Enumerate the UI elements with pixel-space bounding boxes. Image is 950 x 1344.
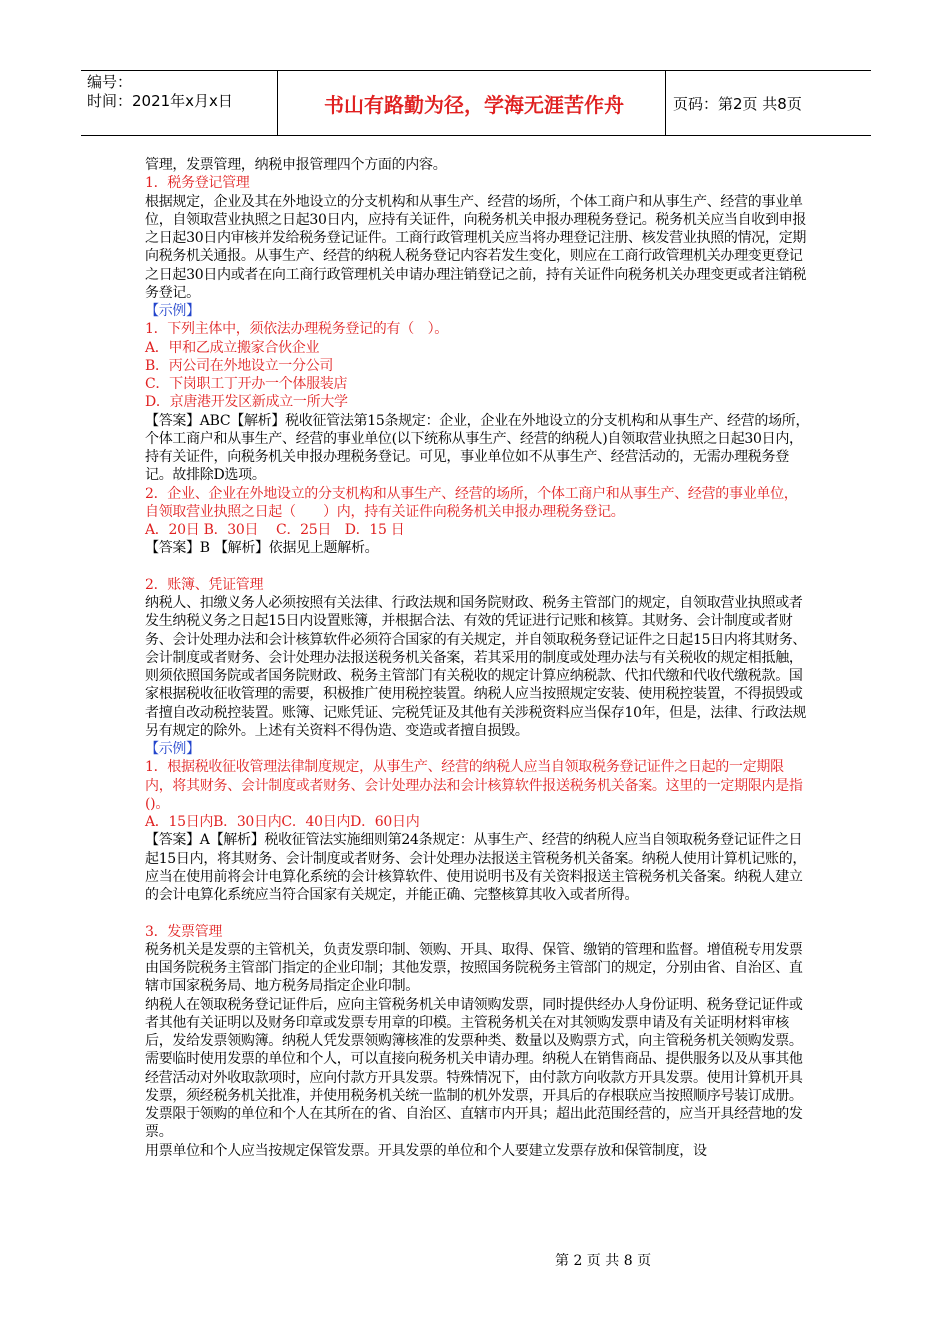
header-divider (277, 71, 278, 135)
option-c: C．下岗职工丁开办一个体服装店 (145, 376, 348, 392)
answer-explanation: 【答案】A【解析】税收征管法实施细则第24条规定：从事生产、经营的纳税人应当自领取税务登记证件之日起15日内，将其财务、会计制度或者财务、会计处理办法报送主管税务机关备案。纳税人使用计算机记账的，应当在使用前将会计电算化系统的会计核算软件、使用说明书及有关资料报送主管税务机关备案。纳税人建立的会计电算化系统应当符合国家有关规定，并能正确、完整核算其收入或者所得。 (145, 832, 807, 903)
section-paragraph: 发票限于领购的单位和个人在其所在的省、自治区、直辖市内开具；超出此范围经营的，应当开具经营地的发票。 (145, 1106, 803, 1141)
header-page-info: 页码：第2页 共8页 (673, 94, 802, 113)
section-paragraph: 纳税人、扣缴义务人必须按照有关法律、行政法规和国务院财政、税务主管部门的规定，自领取营业执照或者发生纳税义务之日起15日内设置账簿，并根据合法、有效的凭证进行记账和核算。其财务、会计制度或者财务、会计处理办法和会计核算软件必须符合国家的有关规定，并自领取税务登记证件之日起15日内将其财务、会计制度或者财务、会计处理办法报送税务机关备案，若其采用的制度或处理办法与有关税收的规定相抵触，则须依照国务院或者国务院财政、税务主管部门有关税收的规定计算应纳税款、代扣代缴和代收代缴税款。国家根据税收征收管理的需要，积极推广使用税控装置。纳税人应当按照规定安装、使用税控装置，不得损毁或者擅自改动税控装置。账簿、记账凭证、完税凭证及其他有关涉税资料应当保存10年，但是，法律、行政法规另有规定的除外。上述有关资料不得伪造、变造或者擅自损毁。 (145, 595, 807, 739)
section-paragraph: 税务机关是发票的主管机关，负责发票印制、领购、开具、取得、保管、缴销的管理和监督。增值税专用发票由国务院税务主管部门指定的企业印制；其他发票，按照国务院税务主管部门的规定，分别由省、自治区、直辖市国家税务局、地方税务局指定企业印制。 (145, 941, 803, 995)
answer-explanation: 【答案】B 【解析】依据见上题解析。 (145, 540, 379, 557)
section-title-invoice: 3．发票管理 (145, 923, 223, 940)
example-question: 1．根据税收征收管理法律制度规定，从事生产、经营的纳税人应当自领取税务登记证件之日起的一定期限内，将其财务、会计制度或者财务、会计处理办法和会计核算软件报送税务机关备案。这里的一定期限内是指()。 (145, 759, 803, 812)
section-paragraph: 根据规定，企业及其在外地设立的分支机构和从事生产、经营的场所，个体工商户和从事生产、经营的事业单位，自领取营业执照之日起30日内，应持有关证件，向税务机关申报办理税务登记。税务机关应当自收到申报之日起30日内审核并发给税务登记证件。工商行政管理机关应当将办理登记注册、核发营业执照的情况，定期向税务机关通报。从事生产、经营的纳税人税务登记内容若发生变化，则应在工商行政管理机关办理变更登记之日起30日内或者在向工商行政管理机关申请办理注销登记之前，持有关证件向税务机关办理变更或者注销税务登记。 (145, 193, 807, 301)
example-label: 【示例】 (145, 741, 200, 757)
option-a: A．甲和乙成立搬家合伙企业 (145, 339, 320, 356)
example-label: 【示例】 (145, 303, 200, 319)
section-title-tax-registration: 1．税务登记管理 (145, 175, 250, 192)
section-paragraph: 纳税人在领取税务登记证件后，应向主管税务机关申请领购发票，同时提供经办人身份证明、税务登记证件或者其他有关证明以及财务印章或发票专用章的印模。主管税务机关在对其领购发票申请及有关证明材料审核后，发给发票领购簿。纳税人凭发票领购簿核准的发票种类、数量以及购票方式，向主管税务机关领购发票。需要临时使用发票的单位和个人，可以直接向税务机关申请办理。纳税人在销售商品、提供服务以及从事其他经营活动对外收取款项时，应向付款方开具发票。特殊情况下，由付款方向收款方开具发票。使用计算机开具发票，须经税务机关批准，并使用税务机关统一监制的机外发票，开具后的存根联应当按照顺序号装订成册。 (145, 996, 803, 1104)
section-title-books-vouchers: 2．账簿、凭证管理 (145, 576, 264, 593)
document-time-label: 时间：2021年x月x日 (87, 92, 233, 110)
document-number-label: 编号： (87, 73, 133, 91)
section-paragraph: 用票单位和个人应当按规定保管发票。开具发票的单位和个人要建立发票存放和保管制度，设 (145, 1142, 707, 1159)
spacer (145, 904, 810, 922)
answer-explanation: 【答案】ABC【解析】税收征管法第15条规定：企业，企业在外地设立的分支机构和从事生产、经营的场所，个体工商户和从事生产、经营的事业单位(以下统称从事生产、经营的纳税人)自领取营业执照之日起30日内，持有关证件，向税务机关申报办理税务登记。可见，事业单位如不从事生产、经营活动的，无需办理税务登记。故排除D选项。 (145, 412, 810, 484)
header-meta (87, 73, 233, 111)
intro-text: 管理，发票管理，纳税申报管理四个方面的内容。 (145, 157, 447, 173)
document-body (145, 156, 810, 1160)
spacer (145, 558, 810, 576)
question-options: A．20日 B．30日 C．25日 D．15 日 (145, 522, 405, 538)
option-b: B．丙公司在外地设立一分公司 (145, 357, 334, 374)
page-footer: 第 2 页 共 8 页 (555, 1253, 652, 1269)
header-motto: 书山有路勤为径，学海无涯苦作舟 (324, 92, 624, 117)
question-options: A．15日内B．30日内C．40日内D．60日内 (145, 814, 420, 830)
option-d: D．京唐港开发区新成立一所大学 (145, 394, 348, 411)
example-question: 1．下列主体中，须依法办理税务登记的有（ ）。 (145, 321, 449, 338)
page-header (81, 70, 871, 136)
example-question: 2．企业、企业在外地设立的分支机构和从事生产、经营的场所，个体工商户和从事生产、经营的事业单位，自领取营业执照之日起（ ）内，持有关证件向税务机关申报办理税务登记。 (145, 485, 798, 520)
header-divider (665, 71, 666, 135)
